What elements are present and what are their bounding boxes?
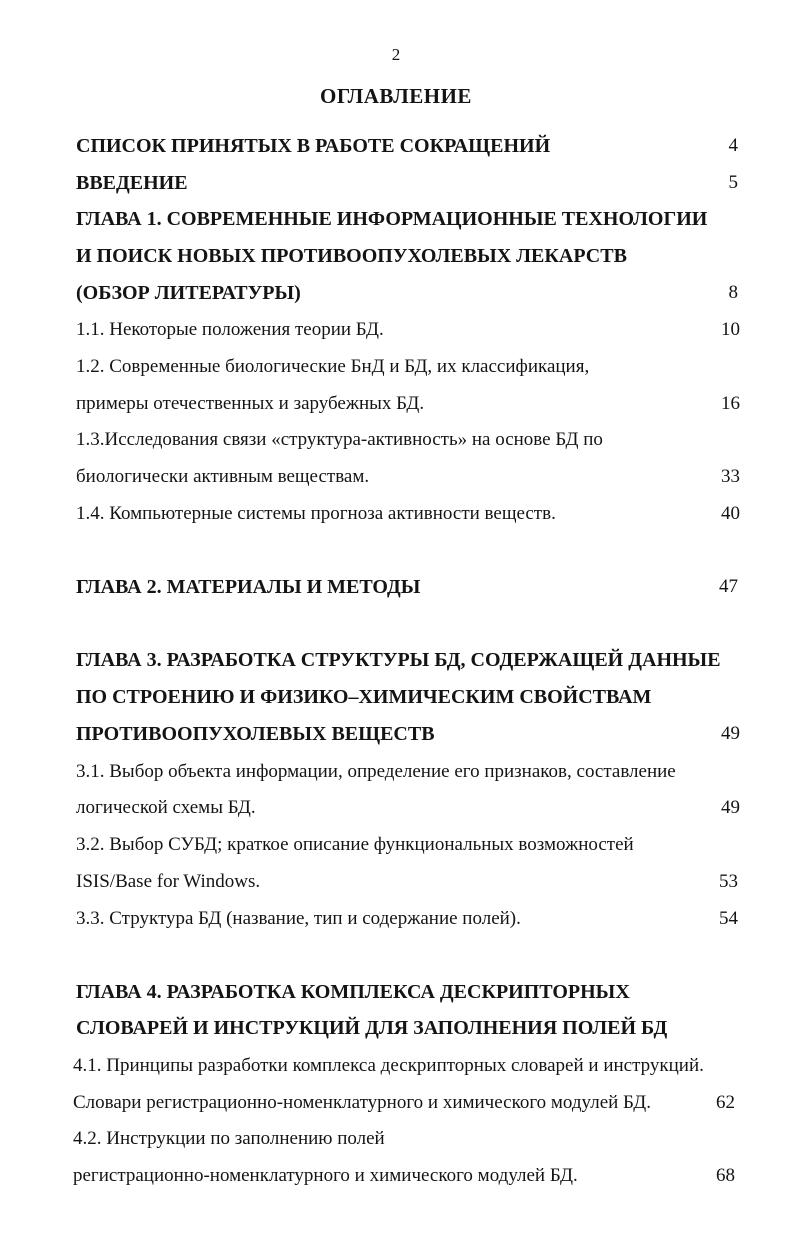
- section-line: 1.1. Некоторые положения теории БД.: [76, 319, 384, 340]
- chapter-heading-line: ПРОТИВООПУХОЛЕВЫХ ВЕЩЕСТВ: [76, 723, 435, 745]
- section-line: Словари регистрационно-номенклатурного и химического модулей БД.: [73, 1092, 651, 1113]
- section-line: биологически активным веществам.: [76, 466, 370, 487]
- section-line: 4.2. Инструкции по заполнению полей: [73, 1128, 385, 1149]
- section-line: 4.1. Принципы разработки комплекса дескрипторных словарей и инструкций.: [73, 1055, 704, 1076]
- section-line: 1.3.Исследования связи «структура-активность» на основе БД по: [76, 429, 603, 450]
- page-number: 2: [391, 45, 401, 64]
- chapter-heading-line: СЛОВАРЕЙ И ИНСТРУКЦИЙ ДЛЯ ЗАПОЛНЕНИЯ ПОЛЕЙ БД: [76, 1017, 668, 1039]
- section-line: 1.2. Современные биологические БнД и БД, их классификация,: [76, 356, 590, 377]
- page-ref: 54: [719, 908, 738, 929]
- toc-title: ОГЛАВЛЕНИЕ: [320, 84, 472, 108]
- page-ref: 68: [716, 1165, 735, 1186]
- page-ref: 49: [721, 723, 740, 744]
- page-ref: 5: [728, 172, 738, 193]
- section-line: ISIS/Base for Windows.: [76, 871, 261, 892]
- page-ref: 47: [719, 576, 738, 597]
- page-ref: 49: [721, 797, 740, 818]
- chapter-heading-line: ГЛАВА 1. СОВРЕМЕННЫЕ ИНФОРМАЦИОННЫЕ ТЕХНОЛОГИИ: [76, 208, 708, 230]
- section-line: примеры отечественных и зарубежных БД.: [76, 393, 425, 414]
- section-line: логической схемы БД.: [76, 797, 256, 818]
- page-ref: 53: [719, 871, 738, 892]
- page-ref: 62: [716, 1092, 735, 1113]
- chapter-heading-line: ВВЕДЕНИЕ: [76, 172, 188, 194]
- page-ref: 10: [721, 319, 740, 340]
- page-ref: 16: [721, 393, 740, 414]
- section-line: 3.2. Выбор СУБД; краткое описание функциональных возможностей: [76, 834, 634, 855]
- chapter-heading-line: (ОБЗОР ЛИТЕРАТУРЫ): [76, 282, 301, 304]
- page-ref: 4: [728, 135, 738, 156]
- section-line: регистрационно-номенклатурного и химического модулей БД.: [73, 1165, 578, 1186]
- section-line: 3.3. Структура БД (название, тип и содержание полей).: [76, 908, 521, 929]
- page-ref: 40: [721, 503, 740, 524]
- section-line: 1.4. Компьютерные системы прогноза активности веществ.: [76, 503, 556, 524]
- chapter-heading-line: ГЛАВА 3. РАЗРАБОТКА СТРУКТУРЫ БД, СОДЕРЖАЩЕЙ ДАННЫЕ: [76, 649, 721, 671]
- page-ref: 8: [728, 282, 738, 303]
- page-ref: 33: [721, 466, 740, 487]
- chapter-heading-line: И ПОИСК НОВЫХ ПРОТИВООПУХОЛЕВЫХ ЛЕКАРСТВ: [76, 245, 627, 267]
- chapter-heading-line: ГЛАВА 4. РАЗРАБОТКА КОМПЛЕКСА ДЕСКРИПТОРНЫХ: [76, 981, 630, 1003]
- section-line: 3.1. Выбор объекта информации, определение его признаков, составление: [76, 761, 676, 782]
- chapter-heading-line: СПИСОК ПРИНЯТЫХ В РАБОТЕ СОКРАЩЕНИЙ: [76, 135, 551, 157]
- chapter-heading-line: ГЛАВА 2. МАТЕРИАЛЫ И МЕТОДЫ: [76, 576, 421, 598]
- chapter-heading-line: ПО СТРОЕНИЮ И ФИЗИКО–ХИМИЧЕСКИМ СВОЙСТВАМ: [76, 686, 652, 708]
